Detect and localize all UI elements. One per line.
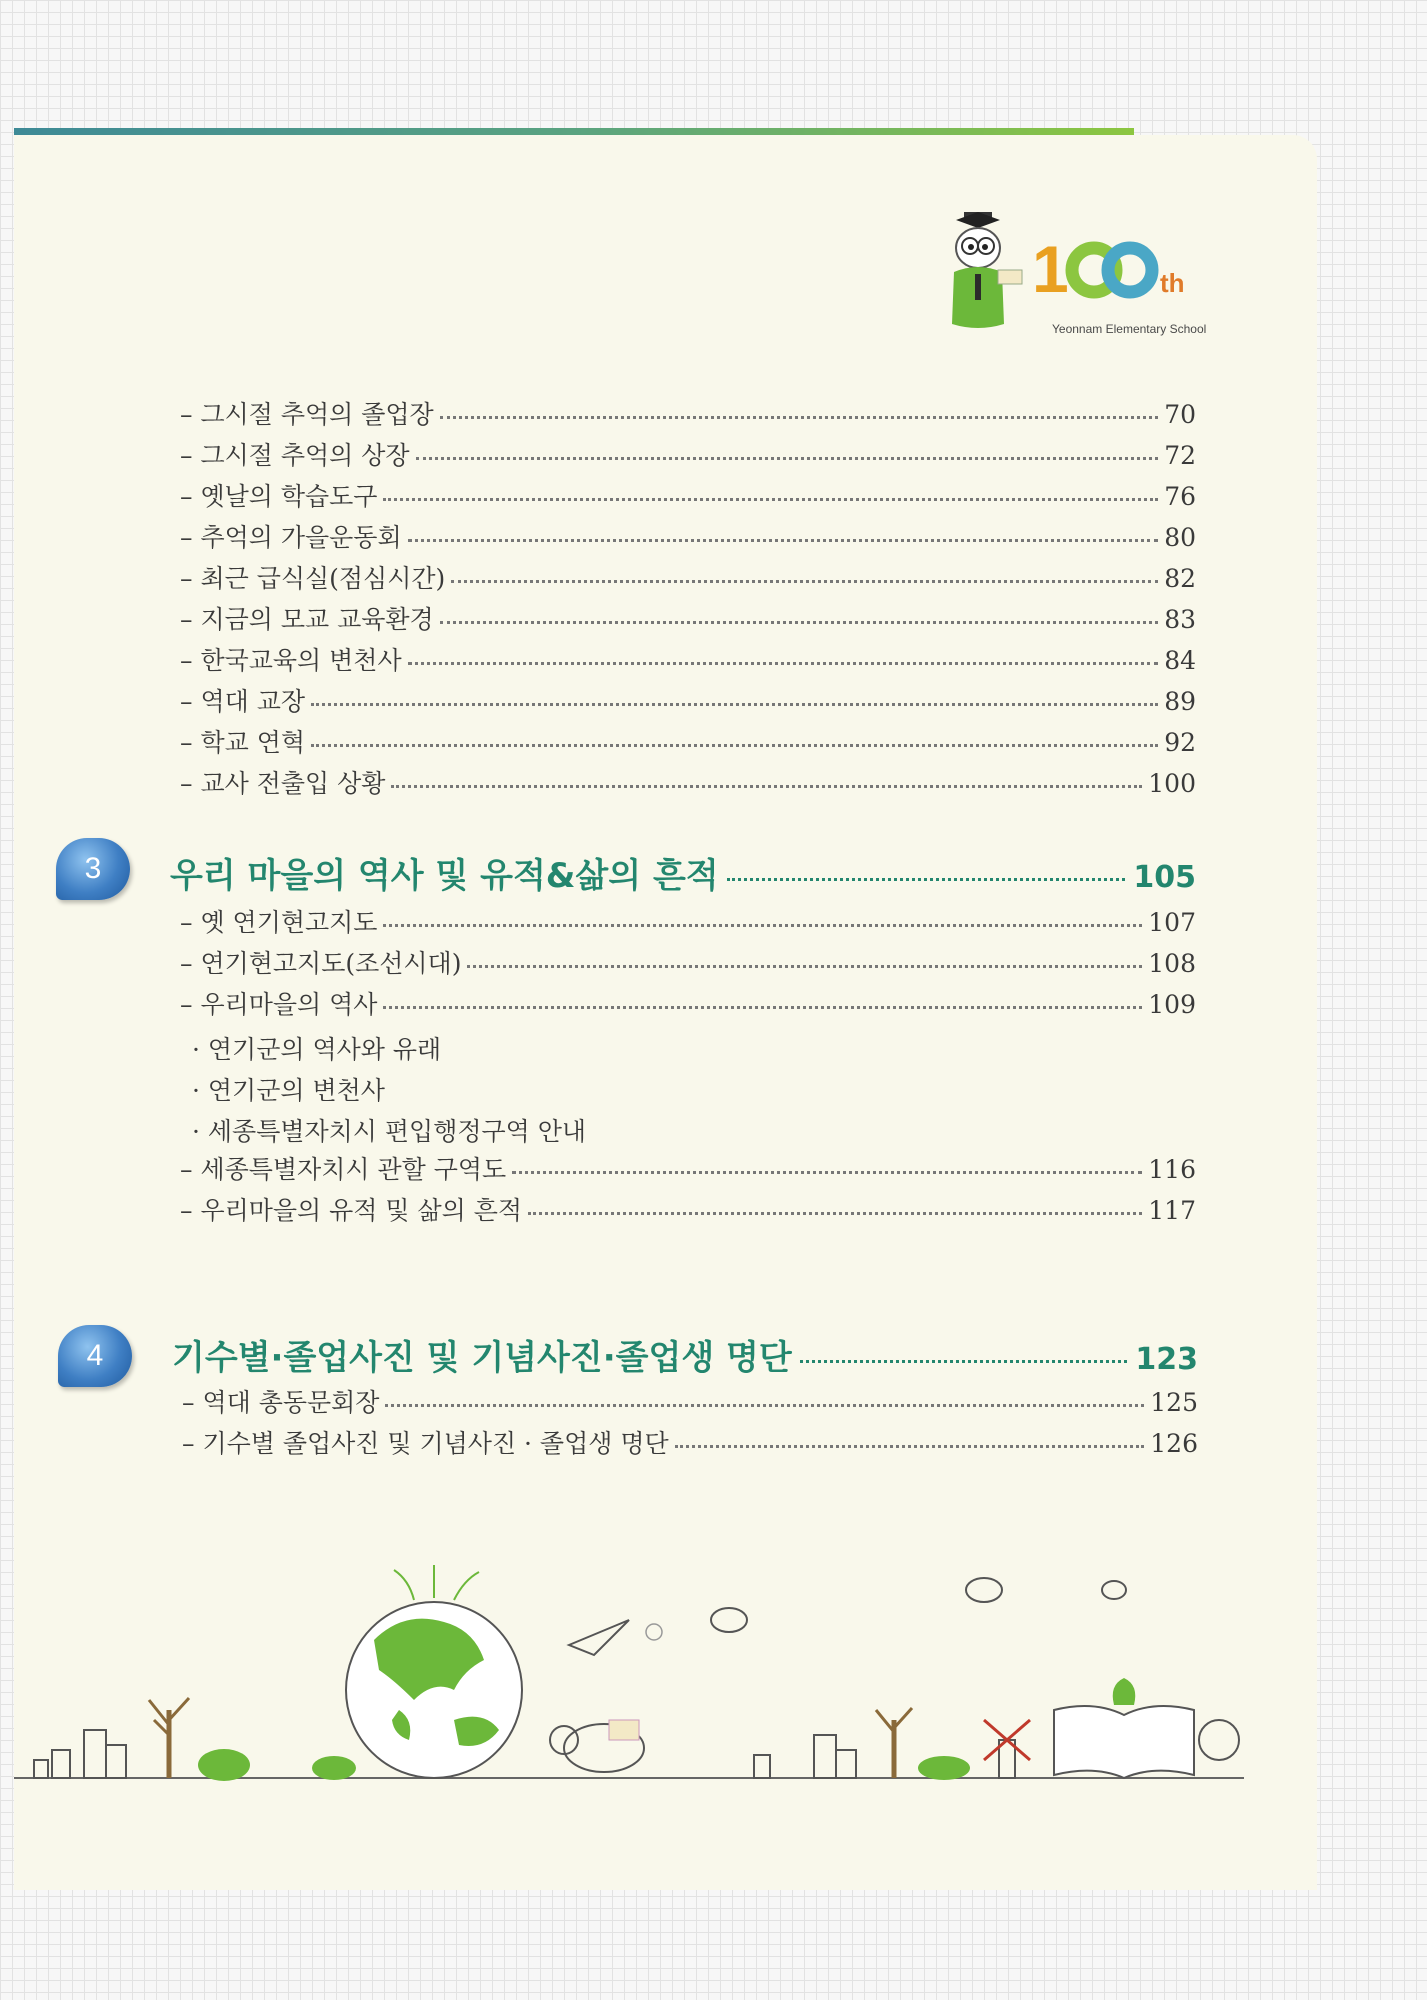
toc-item-page: 126 [1150, 1429, 1198, 1458]
toc-item-label: – 옛 연기현고지도 [180, 908, 378, 937]
toc-item[interactable] [180, 477, 1196, 515]
toc-item-page: 116 [1148, 1155, 1196, 1184]
toc-item-page: 100 [1148, 769, 1196, 798]
toc-subitem[interactable] [192, 1030, 1208, 1068]
toc-item[interactable] [180, 1150, 1196, 1188]
toc-item[interactable] [180, 395, 1196, 433]
dot-leader [383, 924, 1142, 927]
toc-item-label: – 그시절 추억의 상장 [180, 441, 410, 470]
dot-leader [383, 498, 1158, 501]
toc-item-page: 125 [1150, 1388, 1198, 1417]
toc-item-page: 89 [1164, 687, 1196, 716]
dot-leader [385, 1404, 1144, 1407]
toc-subitem-label: · 세종특별자치시 편입행정구역 안내 [192, 1117, 587, 1146]
dot-leader [408, 539, 1159, 542]
toc-item[interactable] [180, 985, 1196, 1023]
toc-item[interactable] [180, 641, 1196, 679]
toc-item-label: – 연기현고지도(조선시대) [180, 949, 462, 978]
toc-item[interactable] [180, 764, 1196, 802]
dot-leader [383, 1006, 1142, 1009]
toc-item-page: 72 [1164, 441, 1196, 470]
section-number-badge: 4 [58, 1325, 132, 1387]
top-accent-bar [14, 128, 1134, 135]
toc-item-page: 117 [1148, 1196, 1196, 1225]
section-heading[interactable] [172, 1330, 1198, 1380]
toc-item-page: 70 [1164, 400, 1196, 429]
logo-subtitle: Yeonnam Elementary School [1052, 322, 1207, 336]
dot-leader [440, 621, 1158, 624]
toc-item-page: 109 [1148, 990, 1196, 1019]
toc-item[interactable] [180, 436, 1196, 474]
toc-item[interactable] [182, 1383, 1198, 1421]
toc-item-label: – 옛날의 학습도구 [180, 482, 378, 511]
toc-item-label: – 그시절 추억의 졸업장 [180, 400, 434, 429]
dot-leader [512, 1171, 1142, 1174]
toc-item[interactable] [180, 944, 1196, 982]
section-number-badge: 3 [56, 838, 130, 900]
dot-leader [311, 744, 1158, 747]
toc-item[interactable] [180, 723, 1196, 761]
toc-subitem-label: · 연기군의 역사와 유래 [192, 1035, 442, 1064]
toc-subitem[interactable] [192, 1071, 1208, 1109]
section-title: 기수별·졸업사진 및 기념사진·졸업생 명단 [172, 1338, 792, 1378]
village-globe-illustration-icon [14, 1560, 1254, 1800]
toc-item-page: 92 [1164, 728, 1196, 757]
section-heading[interactable] [170, 848, 1196, 898]
toc-item-page: 84 [1164, 646, 1196, 675]
toc-item-page: 108 [1148, 949, 1196, 978]
toc-item[interactable] [180, 518, 1196, 556]
dot-leader [451, 580, 1158, 583]
dot-leader [675, 1445, 1145, 1448]
toc-item-page: 83 [1164, 605, 1196, 634]
dot-leader [311, 703, 1158, 706]
toc-item-label: – 최근 급식실(점심시간) [180, 564, 446, 593]
dot-leader [440, 416, 1158, 419]
toc-subitem-label: · 연기군의 변천사 [192, 1076, 385, 1105]
toc-item-label: – 한국교육의 변천사 [180, 646, 402, 675]
section-title: 우리 마을의 역사 및 유적&삶의 흔적 [170, 856, 719, 896]
toc-item[interactable] [180, 559, 1196, 597]
toc-item-page: 82 [1164, 564, 1196, 593]
toc-item[interactable] [180, 1191, 1196, 1229]
toc-item-label: – 추억의 가을운동회 [180, 523, 402, 552]
dot-leader [528, 1212, 1142, 1215]
section-page: 123 [1135, 1342, 1198, 1377]
toc-item-label: – 우리마을의 유적 및 삶의 흔적 [180, 1196, 523, 1225]
dot-leader [416, 457, 1159, 460]
toc-item-label: – 지금의 모교 교육환경 [180, 605, 434, 634]
toc-subitem[interactable] [192, 1112, 1208, 1150]
toc-item-label: – 기수별 졸업사진 및 기념사진 · 졸업생 명단 [182, 1429, 669, 1458]
svg-text:1: 1 [1032, 232, 1069, 306]
toc-item-label: – 학교 연혁 [180, 728, 305, 757]
section-page: 105 [1133, 860, 1196, 895]
toc-item-label: – 세종특별자치시 관할 구역도 [180, 1155, 507, 1184]
dot-leader [727, 878, 1126, 881]
dot-leader [408, 662, 1159, 665]
toc-item-label: – 교사 전출입 상황 [180, 769, 386, 798]
toc-item-label: – 역대 총동문회장 [182, 1388, 380, 1417]
toc-item[interactable] [180, 903, 1196, 941]
dot-leader [391, 785, 1142, 788]
toc-item[interactable] [182, 1424, 1198, 1462]
toc-item-page: 107 [1148, 908, 1196, 937]
toc-item[interactable] [180, 682, 1196, 720]
toc-item-page: 76 [1164, 482, 1196, 511]
toc-item[interactable] [180, 600, 1196, 638]
toc-item-label: – 우리마을의 역사 [180, 990, 378, 1019]
svg-text:th: th [1160, 268, 1185, 298]
toc-item-label: – 역대 교장 [180, 687, 305, 716]
dot-leader [800, 1360, 1128, 1363]
toc-item-page: 80 [1164, 523, 1196, 552]
dot-leader [467, 965, 1142, 968]
